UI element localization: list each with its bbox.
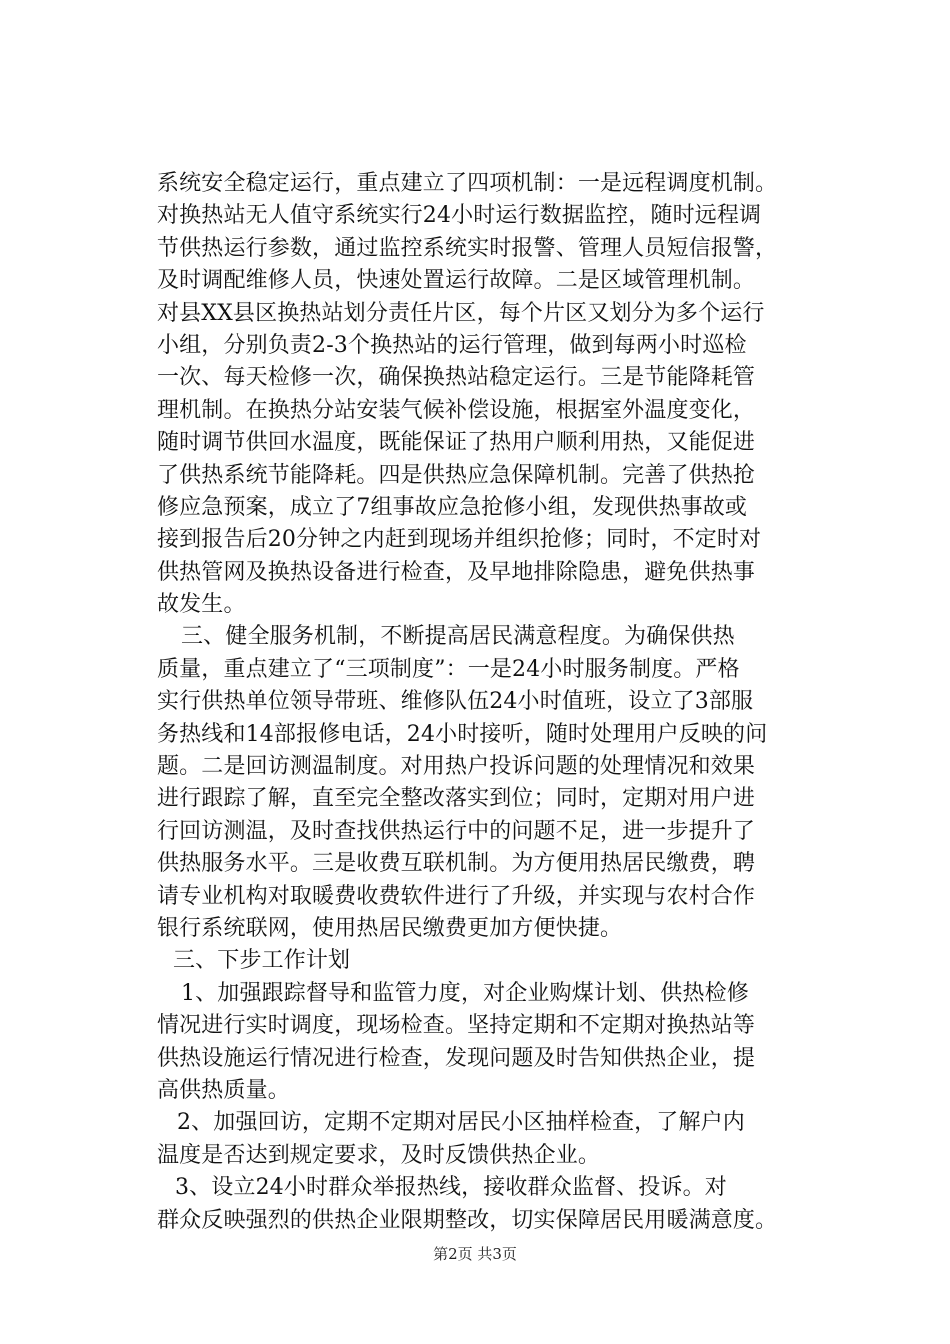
- text-line: 随时调节供回水温度，既能保证了热用户顺利用热，又能促进: [157, 430, 756, 456]
- list-item-line: 2、加强回访，定期不定期对居民小区抽样检查，了解户内: [177, 1110, 745, 1136]
- text-line: 高供热质量。: [157, 1077, 290, 1103]
- page-footer: 第2页 共3页: [433, 1245, 517, 1263]
- text-line: 故发生。: [157, 592, 246, 618]
- text-line: 对县XX县区换热站划分责任片区，每个片区又划分为多个运行: [157, 300, 765, 326]
- text-line: 对换热站无人值守系统实行24小时运行数据监控，随时远程调: [157, 203, 762, 229]
- list-item-line: 1、加强跟踪督导和监管力度，对企业购煤计划、供热检修: [181, 980, 749, 1006]
- text-line: 行回访测温，及时查找供热运行中的问题不足，进一步提升了: [157, 818, 756, 844]
- document-body: [157, 168, 847, 1237]
- text-line: 题。二是回访测温制度。对用热户投诉问题的处理情况和效果: [157, 754, 756, 780]
- text-line: 情况进行实时调度，现场检查。坚持定期和不定期对换热站等: [157, 1013, 756, 1039]
- text-line: 系统安全稳定运行，重点建立了四项机制：一是远程调度机制。: [157, 171, 778, 196]
- text-line: 理机制。在换热分站安装气候补偿设施，根据室外温度变化，: [157, 397, 756, 423]
- text-line: 一次、每天检修一次，确保换热站稳定运行。三是节能降耗管: [157, 365, 756, 391]
- text-line: 修应急预案，成立了7组事故应急抢修小组，发现供热事故或: [157, 494, 748, 520]
- text-line: 实行供热单位领导带班、维修队伍24小时值班，设立了3部服: [157, 689, 754, 715]
- text-line: 质量，重点建立了“三项制度”：一是24小时服务制度。严格: [157, 656, 740, 682]
- list-item-line: 3、设立24小时群众举报热线，接收群众监督、投诉。对: [175, 1175, 727, 1201]
- text-line: 了供热系统节能降耗。四是供热应急保障机制。完善了供热抢: [157, 462, 756, 488]
- text-line: 银行系统联网，使用热居民缴费更加方便快捷。: [157, 915, 623, 941]
- text-line: 节供热运行参数，通过监控系统实时报警、管理人员短信报警，: [157, 235, 778, 261]
- text-line: 小组，分别负责2-3个换热站的运行管理，做到每两小时巡检: [157, 332, 747, 358]
- text-line: 接到报告后20分钟之内赶到现场并组织抢修；同时，不定时对: [157, 527, 762, 553]
- text-line: 供热设施运行情况进行检查，发现问题及时告知供热企业，提: [157, 1045, 756, 1071]
- text-line: 进行跟踪了解，直至完全整改落实到位；同时，定期对用户进: [157, 786, 756, 812]
- section-heading: 三、下步工作计划: [173, 948, 351, 974]
- text-line: 供热管网及换热设备进行检查，及早地排除隐患，避免供热事: [157, 559, 756, 585]
- text-line: 务热线和14部报修电话，24小时接听，随时处理用户反映的问: [157, 721, 768, 747]
- section-heading-line: 三、健全服务机制，不断提高居民满意程度。为确保供热: [181, 624, 735, 650]
- text-line: 供热服务水平。三是收费互联机制。为方便用热居民缴费，聘: [157, 851, 756, 877]
- text-line: 及时调配维修人员，快速处置运行故障。二是区域管理机制。: [157, 268, 756, 294]
- text-line: 请专业机构对取暖费收费软件进行了升级，并实现与农村合作: [157, 883, 756, 909]
- text-line: 群众反映强烈的供热企业限期整改，切实保障居民用暖满意度。: [157, 1207, 778, 1233]
- text-line: 温度是否达到规定要求，及时反馈供热企业。: [157, 1142, 601, 1168]
